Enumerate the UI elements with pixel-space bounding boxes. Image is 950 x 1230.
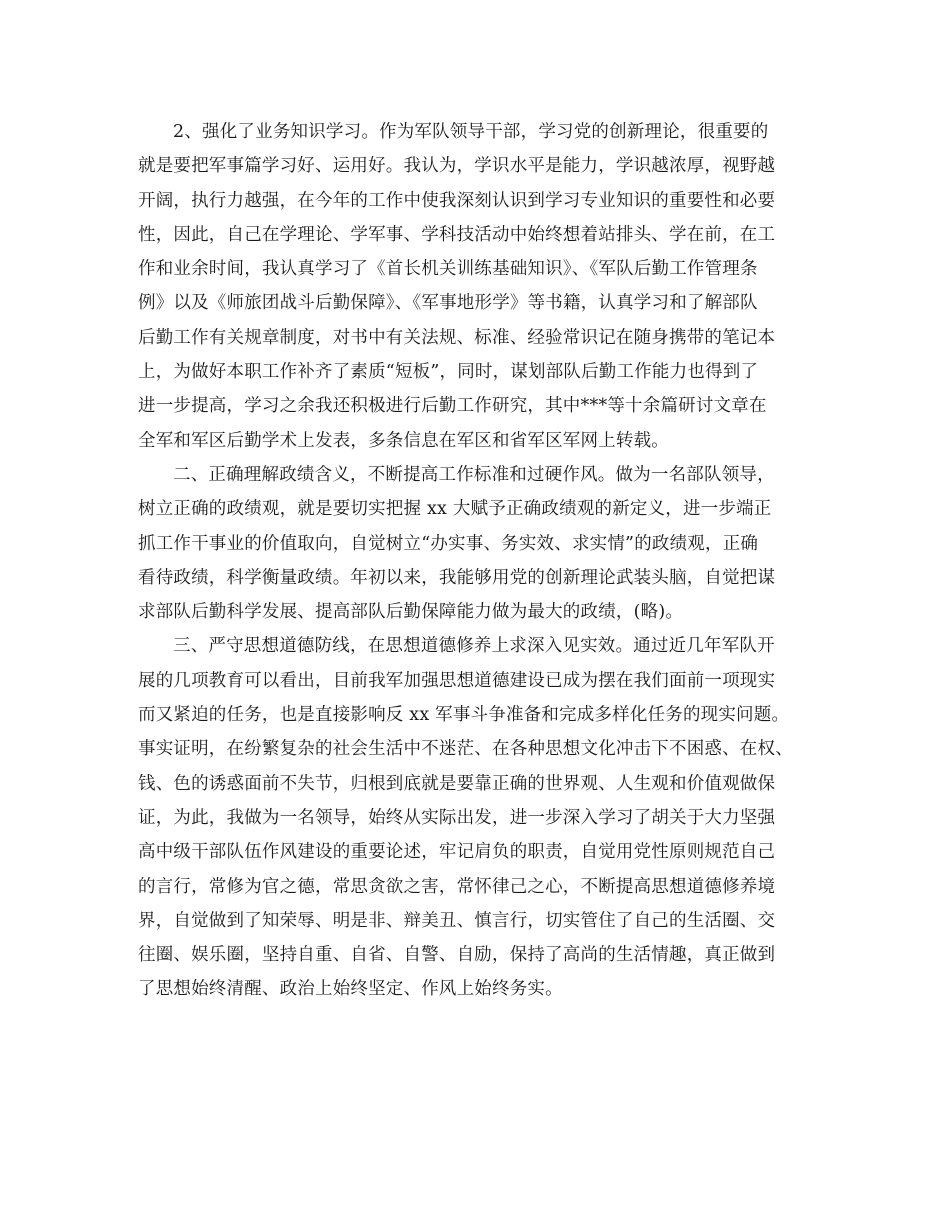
paragraph-performance-view: 二、正确理解政绩含义，不断提高工作标准和过硬作风。做为一名部队领导， 树立正确的政绩观，就是要切实把握 xx 大赋予正确政绩观的新定义，进一步端正 抓工作干事业的价值取向，自觉树立“办实事、务实效、求实情”的政绩观，正确 看待政绩，科学衡量政绩。年初以来，我能够用党的创新理论武装头脑，自觉把谋 求部队后勤科学发展、提高部队后勤保障能力做为最大的政绩，(略)。 — [138, 464, 776, 623]
paragraph-moral-defense: 三、严守思想道德防线，在思想道德修养上求深入见实效。通过近几年军队开 展的几项教育可以看出，目前我军加强思想道德建设已成为摆在我们面前一项现实 而又紧迫的任务，也是直接影响反 xx 军事斗争准备和完成多样化任务的现实问题。 事实证明，在纷繁复杂的社会生活中不迷茫、在各种思想文化冲击下不困惑、在权、 钱、色的诱惑面前不失节，归根到底就是要靠正确的世界观、人生观和价值观做保 证，为此，我做为一名领导，始终从实际出发，进一步深入学习了胡关于大力坚强 高中级干部队伍作风建设的重要论述，牢记肩负的职责，自觉用党性原则规范自己 的言行，常修为官之德，常思贪欲之害，常怀律己之心，不断提高思想道德修养境 界，自觉做到了知荣辱、明是非、辩美丑、慎言行，切实管住了自己的生活圈、交 往圈、娱乐圈，坚持自重、自省、自警、自励，保持了高尚的生活情趣，真正做到 了思想始终清醒、政治上始终坚定、作风上始终务实。 — [138, 636, 793, 1000]
paragraph-business-study: 2、强化了业务知识学习。作为军队领导干部，学习党的创新理论，很重要的 就是要把军事篇学习好、运用好。我认为，学识水平是能力，学识越浓厚，视野越 开阔，执行力越强，在今年的工作中使我深刻认识到学习专业知识的重要性和必要 性，因此，自己在学理论、学军事、学科技活动中始终想着站排头、学在前，在工 作和业余时间，我认真学习了《首长机关训练基础知识》、《军队后勤工作管理条 例》以及《师旅团战斗后勤保障》、《军事地形学》等书籍，认真学习和了解部队 后勤工作有关规章制度，对书中有关法规、标准、经验常识记在随身携带的笔记本 上，为做好本职工作补齐了素质“短板”，同时，谋划部队后勤工作能力也得到了 进一步提高，学习之余我还积极进行后勤工作研究，其中***等十余篇研讨文章在 全军和军区后勤学术上发表，多条信息在军区和省军区军网上转载。 — [138, 122, 776, 451]
document-body — [138, 115, 818, 1007]
